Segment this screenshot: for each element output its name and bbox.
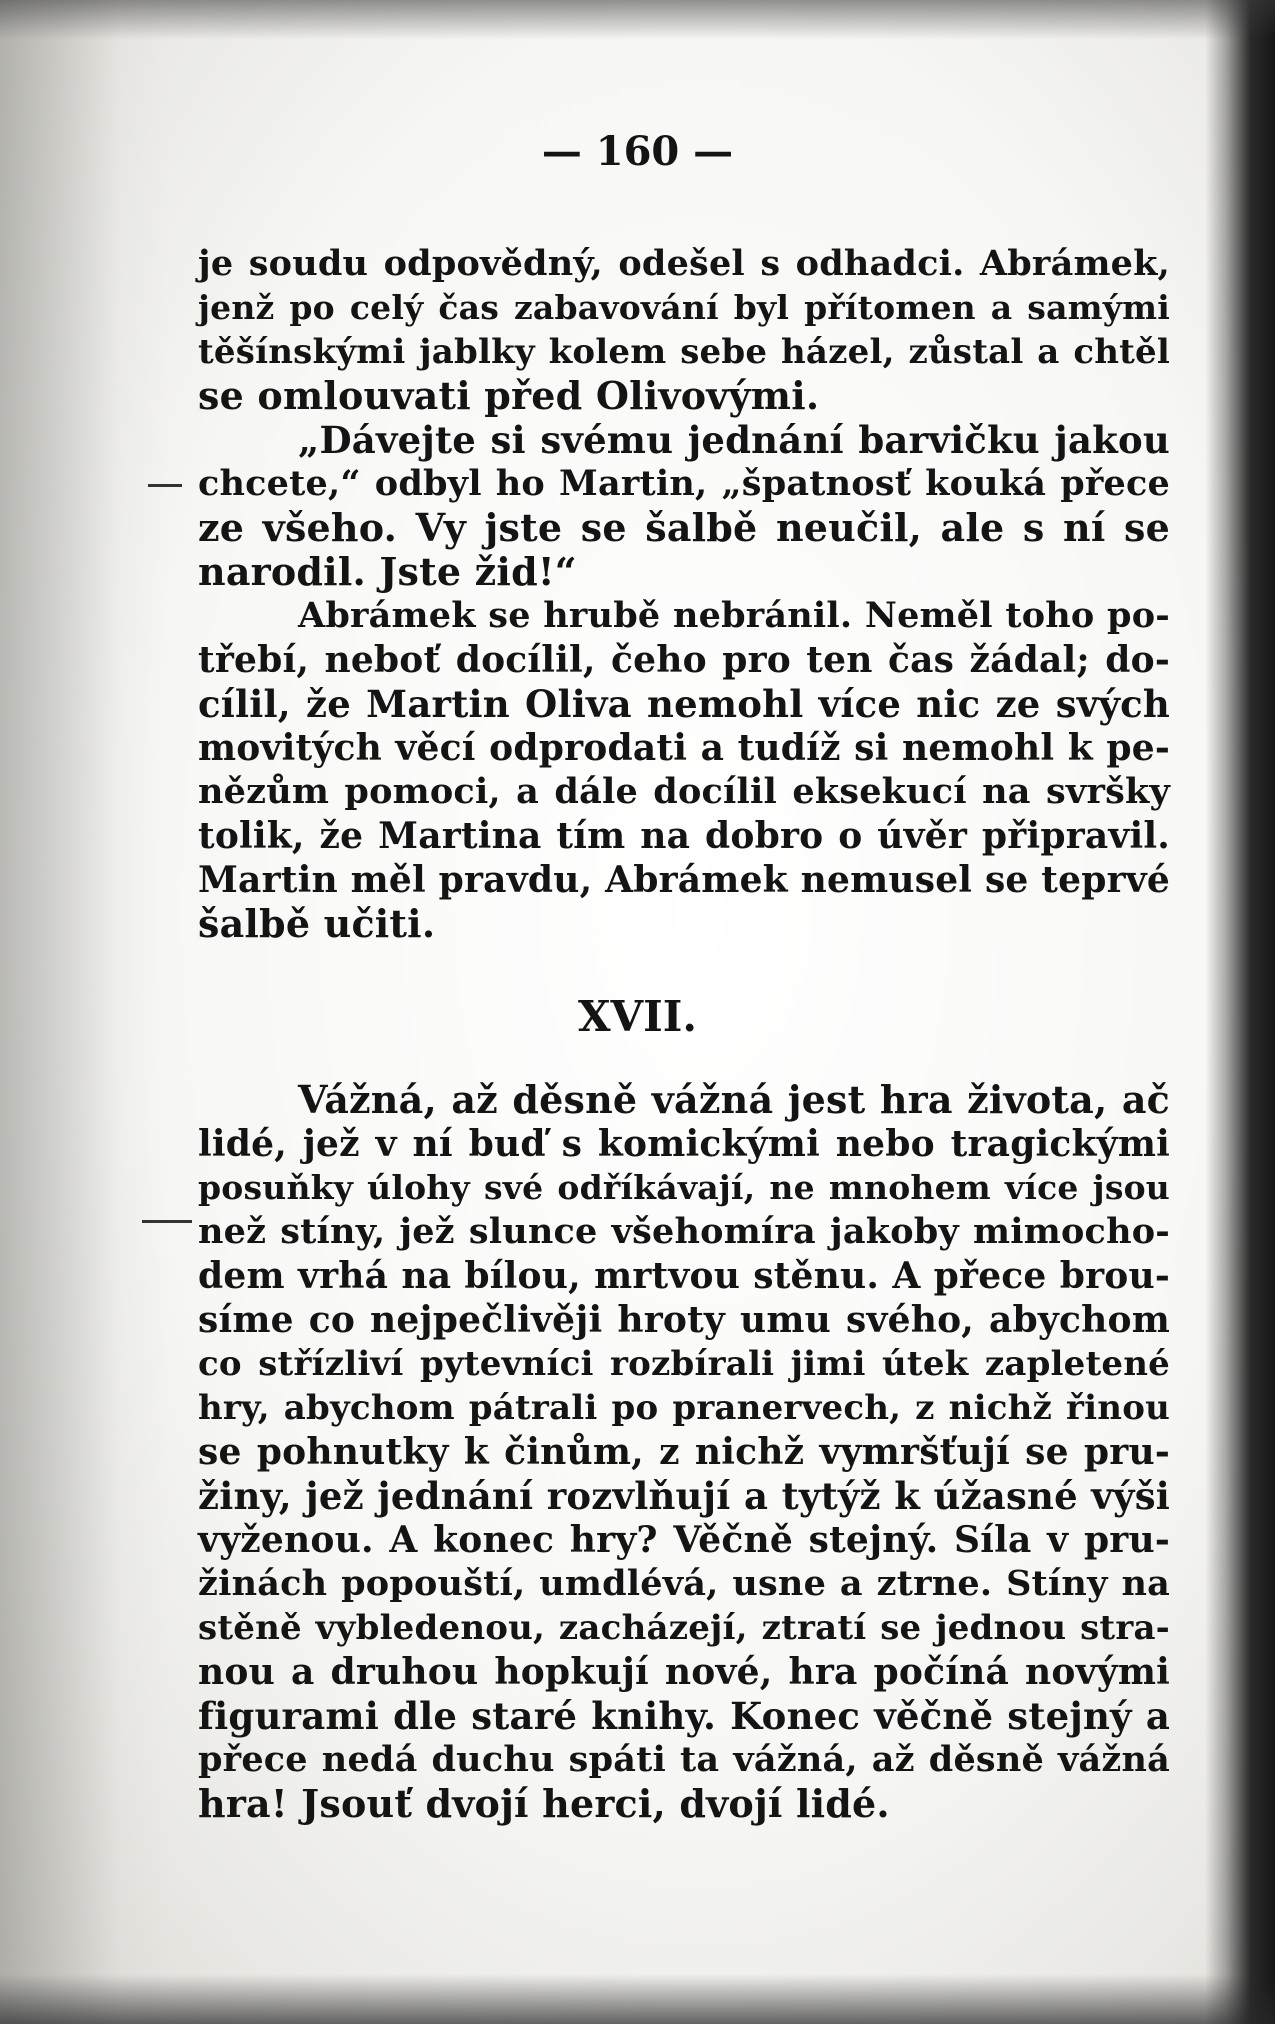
- page-number: — 160 —: [541, 128, 734, 175]
- text-line: Abrámek se hrubě nebránil. Neměl toho po-: [298, 595, 1170, 636]
- text-line: posuňky úlohy své odříkávají, ne mnohem více jsou: [198, 1168, 1170, 1207]
- text-line: hry, abychom pátrali po pranervech, z nichž řinou: [198, 1388, 1170, 1428]
- text-line: je soudu odpovědný, odešel s odhadci. Abrámek,: [198, 243, 1170, 284]
- text-line: stěně vybledenou, zacházejí, ztratí se jednou stra-: [198, 1608, 1170, 1648]
- text-line: síme co nejpečlivěji hroty umu svého, abychom: [198, 1299, 1170, 1341]
- margin-dash-upper: [148, 484, 182, 487]
- text-line: nězům pomoci, a dále docílil eksekucí na svršky: [198, 771, 1170, 812]
- chapter-heading: XVII.: [577, 992, 698, 1041]
- text-line: dem vrhá na bílou, mrtvou stěnu. A přece brou-: [198, 1255, 1170, 1297]
- text-line: lidé, jež v ní buď s komickými nebo tragickými: [198, 1123, 1170, 1165]
- text-line: šalbě učiti.: [198, 901, 436, 946]
- paragraph-3: [198, 594, 1170, 946]
- text-line: Martin měl pravdu, Abrámek nemusel se teprvé: [198, 859, 1170, 901]
- paragraph-2: [198, 418, 1170, 594]
- text-line: než stíny, jež slunce všehomíra jakoby mimocho-: [198, 1211, 1170, 1252]
- page-shadow-bottom: [0, 1974, 1275, 2024]
- text-line: jenž po celý čas zabavování byl přítomen a samými: [198, 288, 1170, 327]
- text-line: hra! Jsouť dvojí herci, dvojí lidé.: [198, 1781, 890, 1826]
- text-line: „Dávejte si svému jednání barvičku jakou: [298, 418, 1170, 462]
- text-line: se pohnutky k činům, z nichž vymršťují se pru-: [198, 1431, 1170, 1473]
- text-line: přece nedá duchu spáti ta vážná, až děsně vážná: [198, 1739, 1170, 1780]
- text-line: co střízliví pytevníci rozbírali jimi útek zapletené: [198, 1344, 1170, 1384]
- text-line: chcete,“ odbyl ho Martin, „špatnosť kouká přece: [198, 463, 1170, 504]
- text-line: vyženou. A konec hry? Věčně stejný. Síla v pru-: [198, 1519, 1170, 1561]
- text-line: žiny, jež jednání rozvlňují a tytýž k úžasné výši: [198, 1474, 1170, 1518]
- text-line: žinách popouští, umdlévá, usne a ztrne. Stíny na: [198, 1563, 1170, 1604]
- text-line: ze všeho. Vy jste se šalbě neučil, ale s ní se: [198, 505, 1170, 550]
- text-line: movitých věcí odprodati a tudíž si nemohl k pe-: [198, 727, 1170, 769]
- text-line: tolik, že Martina tím na dobro o úvěr připravil.: [198, 815, 1170, 857]
- margin-dash-lower: [142, 1220, 192, 1223]
- chapter-paragraph: [198, 1078, 1170, 1826]
- paragraph-1: [198, 242, 1170, 418]
- text-line: nou a druhou hopkují nové, hra počíná novými: [198, 1651, 1170, 1693]
- text-line: narodil. Jste žid!“: [198, 549, 577, 594]
- text-line: se omlouvati před Olivovými.: [198, 373, 820, 418]
- text-line: třebí, neboť docílil, čeho pro ten čas žádal; do-: [198, 639, 1170, 681]
- page-shadow-top: [0, 0, 1275, 40]
- text-line: cílil, že Martin Oliva nemohl více nic ze svých: [198, 682, 1170, 726]
- text-line: figurami dle staré knihy. Konec věčně stejný a: [198, 1694, 1170, 1738]
- text-line: Vážná, až děsně vážná jest hra života, ač: [298, 1077, 1170, 1122]
- text-line: těšínskými jablky kolem sebe házel, zůstal a chtěl: [198, 332, 1170, 372]
